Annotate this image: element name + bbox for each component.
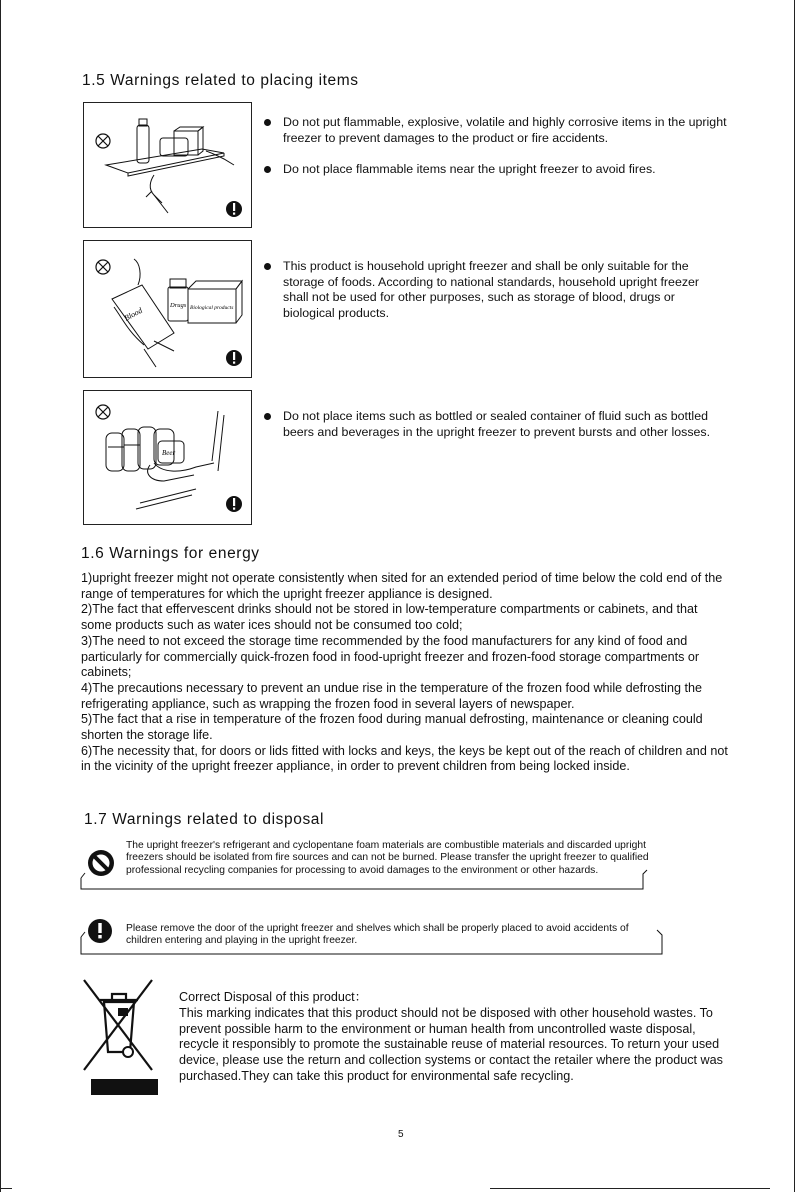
section-heading-1-6: 1.6 Warnings for energy — [81, 545, 260, 562]
prohibition-icon — [88, 850, 114, 876]
prohibit-warning-box — [77, 838, 653, 894]
illustration-blood-drugs — [83, 240, 252, 378]
energy-item-5: 5)The fact that a rise in temperature of the frozen food during manual defrosting, maintenance or cleaning could shorten the storage life. — [81, 712, 703, 743]
bullet-bottled-fluid: Do not place items such as bottled or sealed container of fluid such as bottled beers and beverages in the upright freezer to prevent bursts and other losses. — [283, 409, 723, 440]
beer-label: Beer — [162, 449, 176, 457]
section-heading-1-5: 1.5 Warnings related to placing items — [82, 72, 359, 89]
mandatory-exclamation-icon — [226, 201, 242, 217]
bullet-flammable: Do not put flammable, explosive, volatile and highly corrosive items in the upright freezer to prevent damages to the product or fire accidents. — [283, 115, 758, 146]
bullet-dot — [264, 166, 271, 173]
energy-item-4: 4)The precautions necessary to prevent an undue rise in the temperature of the frozen food while defrosting the refrigerating appliance, such as wrapping the frozen food in several layers of newspaper. — [81, 680, 702, 711]
page-number: 5 — [398, 1129, 404, 1140]
prohibition-icon — [96, 134, 110, 148]
prohibition-icon — [96, 405, 110, 419]
energy-warnings — [81, 571, 731, 775]
prohibit-warning-text: The upright freezer's refrigerant and cyclopentane foam materials are combustible materials and discarded upright freezers should be isolated from fire sources and can not be burned. Please transfer the upright freezer to qualified professional recycling companies for processing to avoid damages to the environment or other hazards. — [126, 840, 649, 876]
page-edge-left — [0, 0, 1, 1192]
drugs-label: Drugs — [170, 302, 187, 309]
energy-item-6: 6)The necessity that, for doors or lids fitted with locks and keys, the keys be kept out of the reach of children and not in the vicinity of the upright freezer appliance, in order to prevent children from being locked inside. — [81, 743, 728, 774]
prohibition-icon — [96, 260, 110, 274]
mandatory-exclamation-icon — [226, 496, 242, 512]
caution-warning-box — [77, 917, 667, 957]
flammable-items-drawing — [84, 103, 251, 227]
bullet-dot — [264, 263, 271, 270]
mandatory-exclamation-icon — [88, 919, 112, 943]
biological-label: Biological products — [190, 305, 234, 311]
section-heading-1-7: 1.7 Warnings related to disposal — [84, 811, 325, 828]
caution-warning-text: Please remove the door of the upright freezer and shelves which shall be properly placed to avoid accidents of children entering and playing in the upright freezer. — [126, 923, 629, 947]
energy-item-1: 1)upright freezer might not operate consistently when sited for an extended period of time below the cold end of the range of temperatures for which the upright freezer appliance is designed. — [81, 571, 723, 601]
disposal-title: Correct Disposal of this product： — [179, 990, 368, 1004]
bullet-household-only: This product is household upright freezer and shall be only suitable for the storage of foods. According to national standards, household upright freezer shall not be used for other purposes, such as storage of blood, drugs or biological products. — [283, 259, 723, 321]
mandatory-exclamation-icon — [226, 350, 242, 366]
energy-item-2: 2)The fact that effervescent drinks should not be stored in low-temperature compartments or cabinets, and that some products such as water ices should not be consumed too cold; — [81, 602, 698, 633]
bullet-dot — [264, 413, 271, 420]
bottled-beer-drawing — [84, 391, 251, 524]
crossed-bin-icon — [82, 978, 162, 1098]
bottom-tick — [0, 1188, 12, 1189]
energy-item-3: 3)The need to not exceed the storage time recommended by the food manufacturers for any kind of food and particularly for commercially quick-frozen food in food-upright freezer and frozen-food storage compartments or cabinets; — [81, 633, 700, 680]
illustration-flammable-items — [83, 102, 252, 228]
disposal-section — [179, 990, 739, 1085]
blood-label: Blood — [122, 305, 144, 323]
bullet-dot — [264, 119, 271, 126]
blood-drugs-drawing — [84, 241, 251, 377]
disposal-text: This marking indicates that this product should not be disposed with other household wastes. To prevent possible harm to the environment or human health from uncontrolled waste disposal, recycle it responsibly to promote the sustainable reuse of material resources. To return your used device, please use the return and collection systems or contact the retailer where the product was purchased.They can take this product for environmental safe recycling. — [179, 1005, 723, 1083]
bottom-rule — [490, 1188, 770, 1189]
illustration-bottled-beer — [83, 390, 252, 525]
bullet-near-fire: Do not place flammable items near the upright freezer to avoid fires. — [283, 162, 758, 178]
